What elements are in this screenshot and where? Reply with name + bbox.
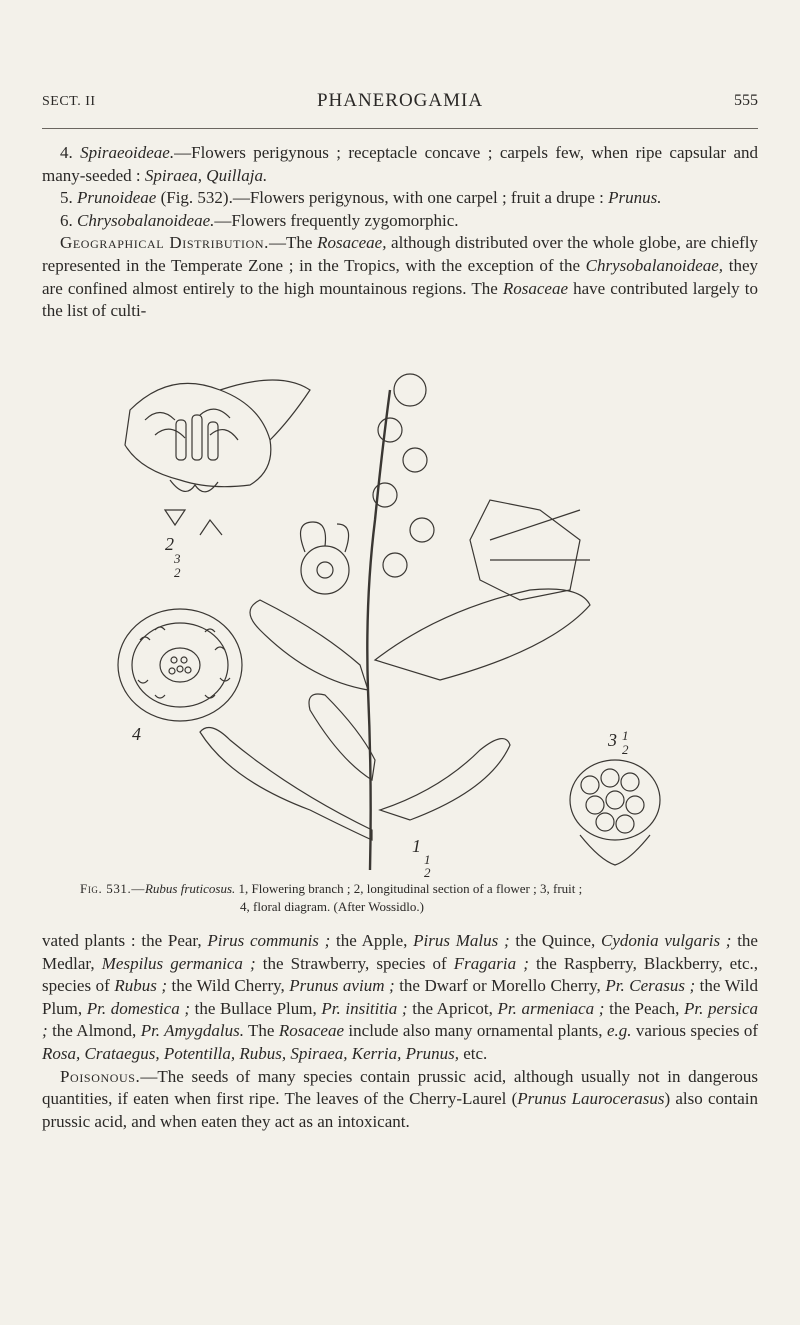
paragraph-spiraeoideae: 4. Spiraeoideae.—Flowers perigynous ; receptacle concave ; carpels few, when ripe capsular and many-seeded : Spiraea, Quillaja. [42,143,759,185]
label-1-sub-b: 2 [424,865,431,880]
running-header [42,90,758,114]
paragraph-prunoideae: 5. Prunoideae (Fig. 532).—Flowers perigynous, with one carpel ; fruit a drupe : Prunus. [60,188,662,208]
label-2-sub-a: 3 [174,551,181,566]
paragraph-poisonous: Poisonous.—The seeds of many species contain prussic acid, although usually not in dangerous quantities, if eaten when first ripe. The leaves of the Cherry-Laurel (Prunus Laurocerasus) also contain prussic acid, and when eaten they act as an intoxicant. [42,1066,758,1131]
paragraph-distribution: Geographical Distribution.—The Rosaceae, although distributed over the whole globe, are chiefly represented in the Temperate Zone ; in the Tropics, with the exception of the Chrysobalanoideae, they are confined almost entirely to the high mountainous regions. The Rosaceae have contributed largely to the list of culti- [42,233,758,321]
label-1: 1 [412,836,421,856]
heading-geographical: Geographical Distribution. [60,233,270,253]
label-1-sub-a: 1 [424,852,431,867]
figure-caption: Fig. 531.—Rubus fruticosus. 1, Flowering branch ; 2, longitudinal section of a flower ; 3, fruit ; 4, floral diagram. (After Wossidlo.) [80,881,583,914]
flowering-branch-drawing [200,374,590,870]
header-rule [42,128,758,129]
heading-poisonous: Poisonous. [60,1066,141,1086]
page-number: 555 [734,92,758,109]
label-3-sub-a: 1 [622,728,629,743]
paragraph-cultivated: vated plants : the Pear, Pirus communis ; the Apple, Pirus Malus ; the Quince, Cydonia vulgaris ; the Medlar, Mespilus germanica ; the Strawberry, species of Fragaria ; the Raspberry, Blackberry, etc., species of Rubus ; the Wild Cherry, Prunus avium ; the Dwarf or Morello Cherry, Pr. Cerasus ; the Wild Plum, Pr. domestica ; the Bullace Plum, Pr. insititia ; the Apricot, Pr. armeniaca ; the Peach, Pr. persica ; the Almond, Pr. Amygdalus. The Rosaceae include also many ornamental plants, e.g. various species of Rosa, Crataegus, Potentilla, Rubus, Spiraea, Kerria, Prunus, etc. [42,931,759,1063]
section-label: SECT. II [42,94,96,109]
paragraph-chrysobalanoideae: 6. Chrysobalanoideae.—Flowers frequently zygomorphic. [60,210,459,230]
page-title: PHANEROGAMIA [316,90,484,111]
label-4: 4 [132,724,141,744]
fruit-drawing [570,760,660,865]
body-text-bottom [42,930,758,1133]
label-3-sub-b: 2 [622,742,629,757]
floral-diagram-drawing [118,609,242,721]
label-2: 2 [165,534,174,554]
label-2-sub-b: 2 [174,565,181,580]
rubus-illustration [110,360,710,880]
flower-section-drawing [125,380,310,535]
body-text-top [42,142,758,323]
label-3: 3 [608,730,617,750]
